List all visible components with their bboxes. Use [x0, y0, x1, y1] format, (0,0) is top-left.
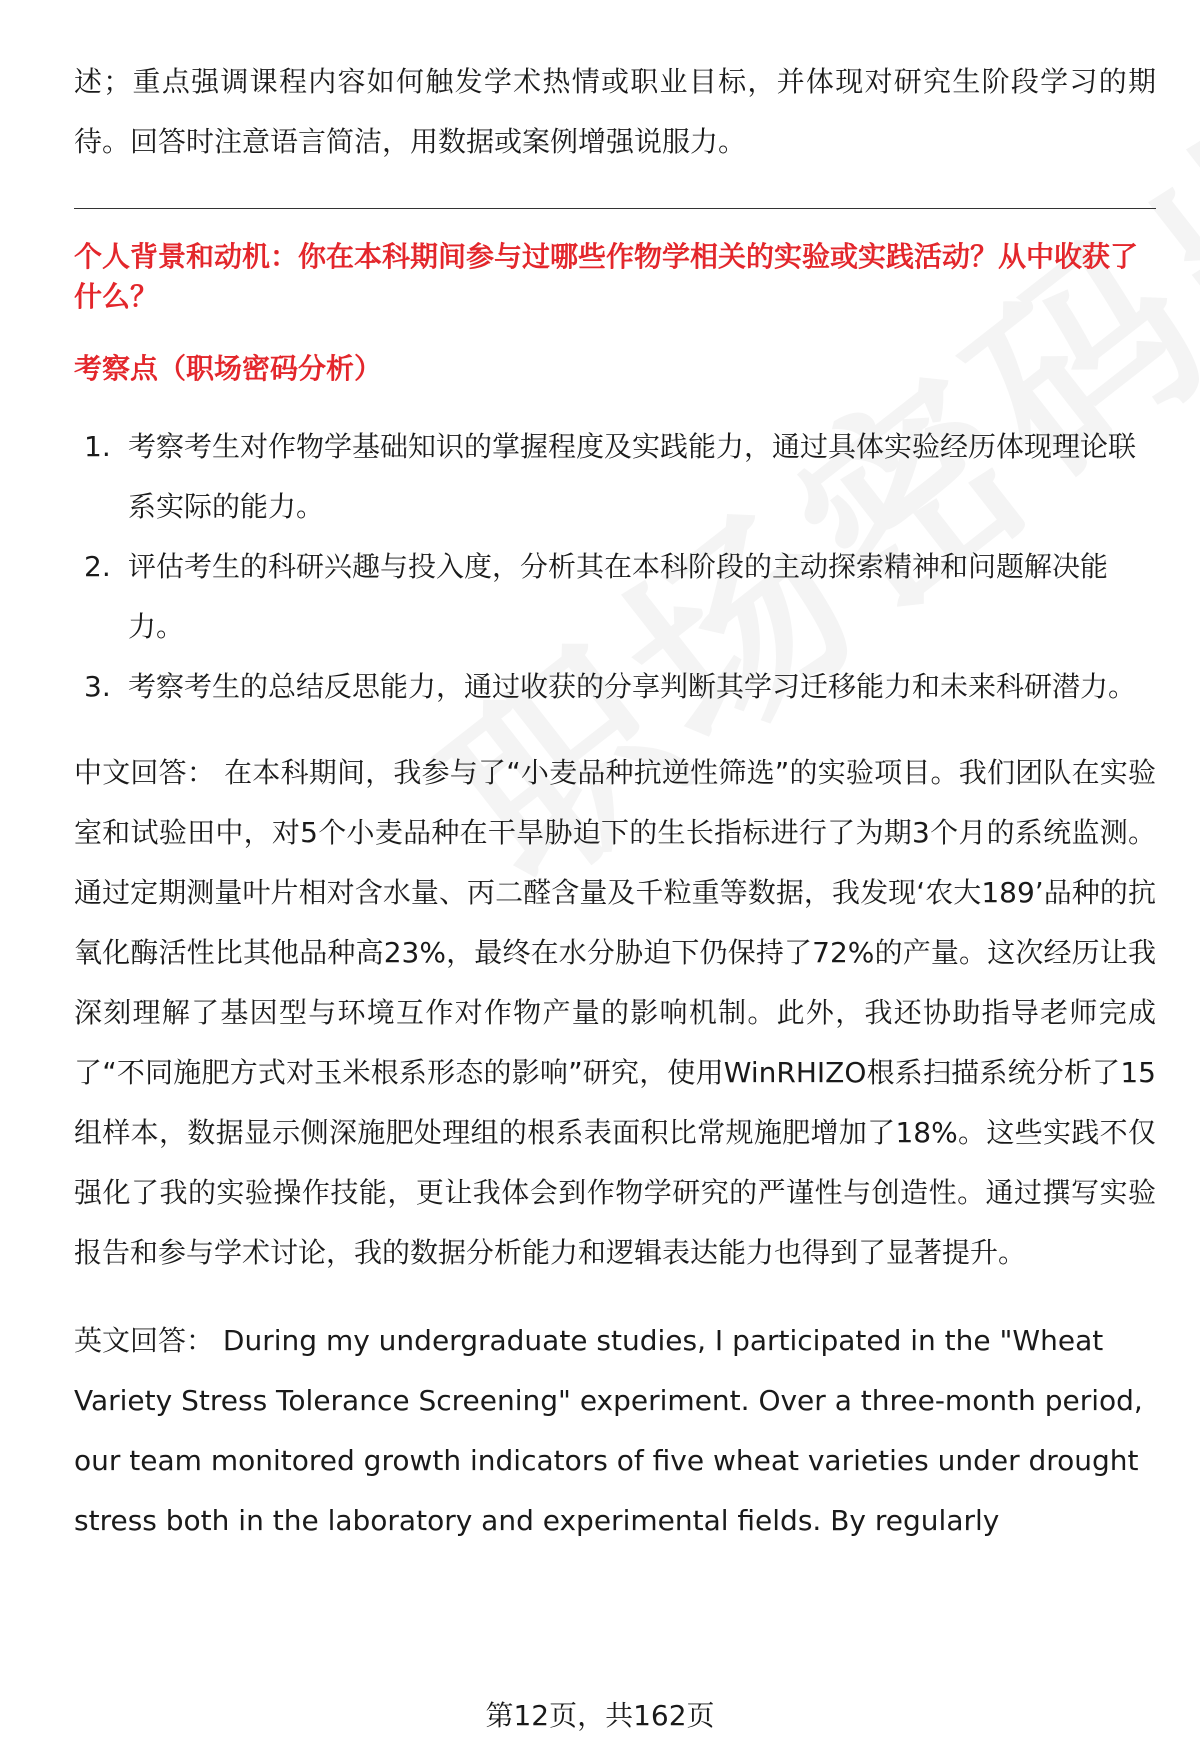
english-answer-label: 英文回答：: [74, 1324, 215, 1357]
assessment-heading: 考察点（职场密码分析）: [74, 352, 383, 385]
list-item-text: 考察考生对作物学基础知识的掌握程度及实践能力，通过具体实验经历体现理论联系实际的能力。: [128, 430, 1137, 523]
list-item-number: 2.: [84, 550, 111, 583]
english-answer: [74, 1311, 1156, 1551]
list-item-number: 1.: [84, 430, 111, 463]
chinese-answer: [74, 743, 1156, 1283]
document-body: [74, 52, 1156, 1551]
list-item: [74, 657, 1156, 717]
list-item: [74, 537, 1156, 657]
english-answer-text: During my undergraduate studies, I participated in the "Wheat Variety Stress Tolerance Screening" experiment. Over a three-month period, our team monitored growth indicators of five wheat varieties under drought stress both in the laboratory and experimental fields. By regularly: [74, 1324, 1143, 1537]
list-item-text: 考察考生的总结反思能力，通过收获的分享判断其学习迁移能力和未来科研潜力。: [128, 670, 1137, 703]
list-item-number: 3.: [84, 670, 111, 703]
intro-paragraph: 述；重点强调课程内容如何触发学术热情或职业目标，并体现对研究生阶段学习的期待。回答时注意语言简洁，用数据或案例增强说服力。: [74, 65, 1156, 158]
assessment-list: [74, 417, 1156, 717]
page-number: 第12页，共162页: [485, 1699, 715, 1732]
question-title: 个人背景和动机：你在本科期间参与过哪些作物学相关的实验或实践活动？从中收获了什么？: [74, 240, 1139, 313]
list-item-text: 评估考生的科研兴趣与投入度，分析其在本科阶段的主动探索精神和问题解决能力。: [128, 550, 1109, 643]
section-divider: [74, 208, 1156, 209]
chinese-answer-label: 中文回答：: [74, 756, 216, 789]
chinese-answer-text: 在本科期间，我参与了“小麦品种抗逆性筛选”的实验项目。我们团队在实验室和试验田中，对5个小麦品种在干旱胁迫下的生长指标进行了为期3个月的系统监测。通过定期测量叶片相对含水量、丙二醛含量及千粒重等数据，我发现‘农大189’品种的抗氧化酶活性比其他品种高23%，最终在水分胁迫下仍保持了72%的产量。这次经历让我深刻理解了基因型与环境互作对作物产量的影响机制。此外，我还协助指导老师完成了“不同施肥方式对玉米根系形态的影响”研究，使用WinRHIZO根系扫描系统分析了15组样本，数据显示侧深施肥处理组的根系表面积比常规施肥增加了18%。这些实践不仅强化了我的实验操作技能，更让我体会到作物学研究的严谨性与创造性。通过撰写实验报告和参与学术讨论，我的数据分析能力和逻辑表达能力也得到了显著提升。: [74, 756, 1156, 1269]
list-item: [74, 417, 1156, 537]
